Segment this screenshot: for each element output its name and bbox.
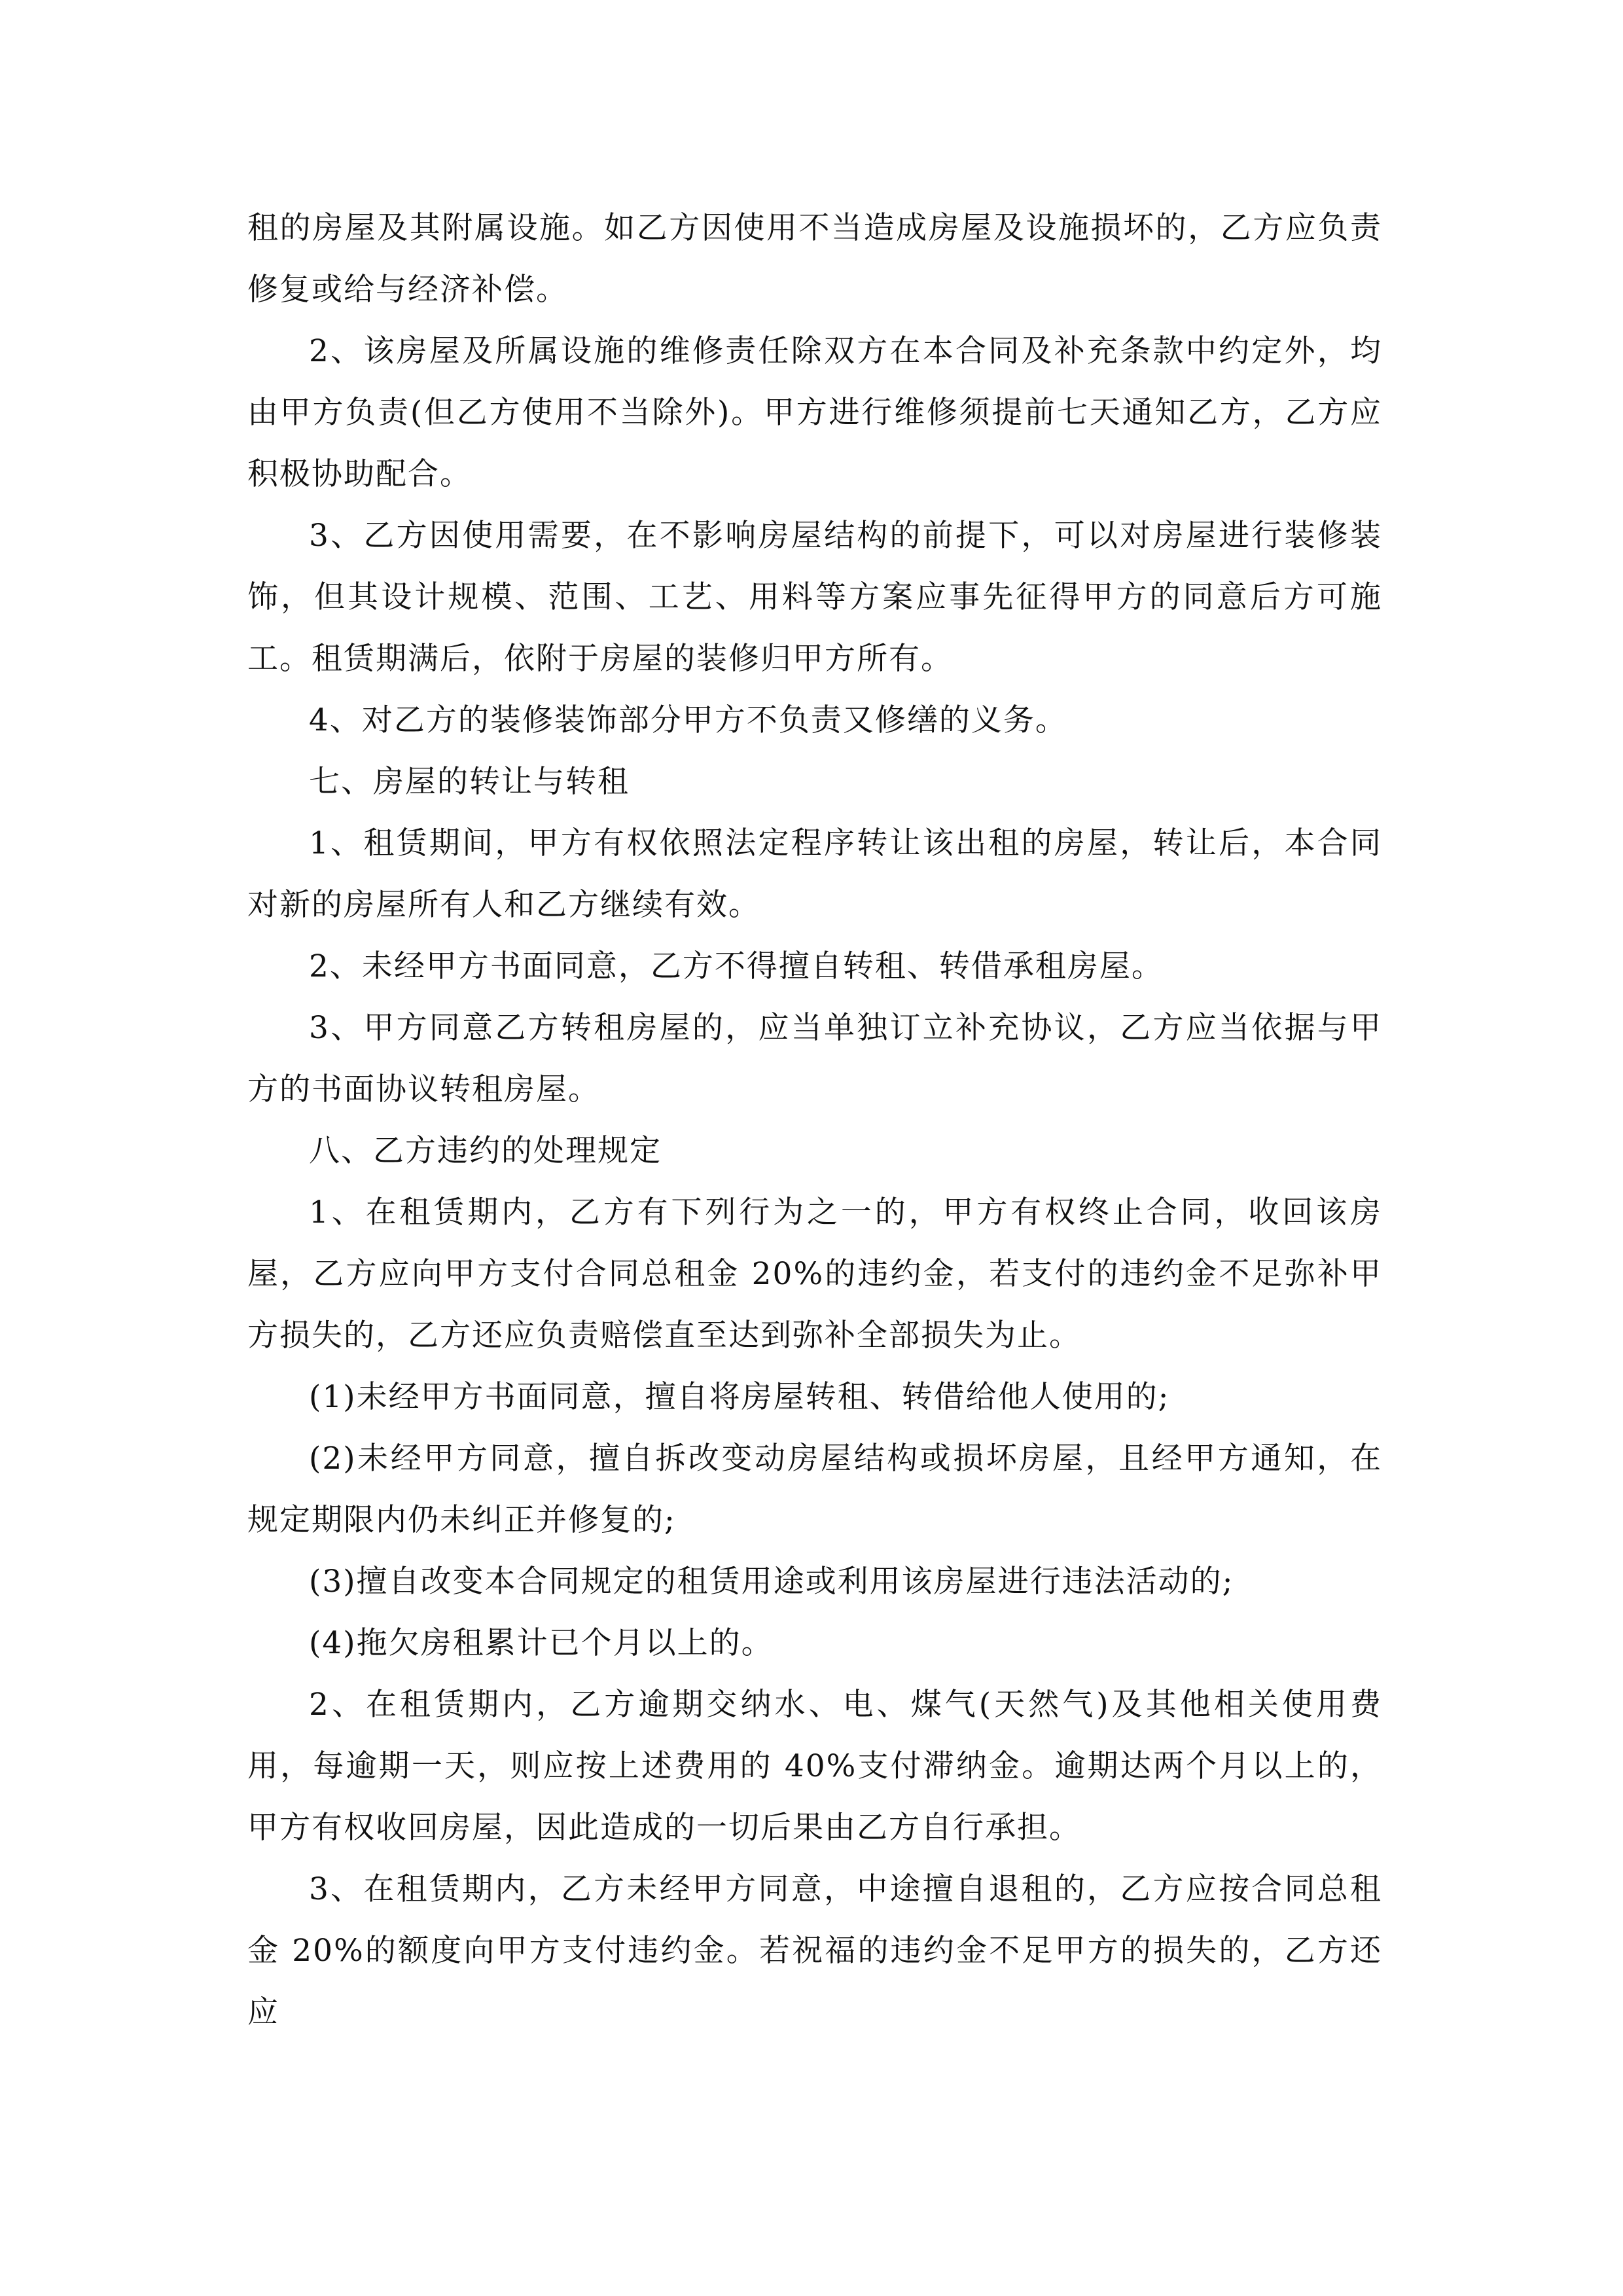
paragraph-clause-6-2: 2、该房屋及所属设施的维修责任除双方在本合同及补充条款中约定外，均由甲方负责(但乙方使用不当除外)。甲方进行维修须提前七天通知乙方，乙方应积极协助配合。	[247, 333, 1382, 492]
section-heading-8: 八、乙方违约的处理规定	[309, 1133, 662, 1169]
paragraph-clause-8-1: 1、在租赁期内，乙方有下列行为之一的，甲方有权终止合同，收回该房屋，乙方应向甲方支付合同总租金 20%的违约金，若支付的违约金不足弥补甲方损失的，乙方还应负责赔偿直至达到弥补全部损失为止。	[247, 1194, 1382, 1354]
paragraph-continuation: 租的房屋及其附属设施。如乙方因使用不当造成房屋及设施损坏的，乙方应负责修复或给与经济补偿。	[247, 210, 1382, 308]
section-heading-7: 七、房屋的转让与转租	[309, 764, 630, 800]
paragraph-clause-7-1: 1、租赁期间，甲方有权依照法定程序转让该出租的房屋，转让后，本合同对新的房屋所有人和乙方继续有效。	[247, 825, 1382, 923]
document-body	[247, 198, 1382, 2043]
paragraph-clause-6-4: 4、对乙方的装修装饰部分甲方不负责又修缮的义务。	[309, 702, 1067, 738]
paragraph-clause-8-2: 2、在租赁期内，乙方逾期交纳水、电、煤气(天然气)及其他相关使用费用，每逾期一天，则应按上述费用的 40%支付滞纳金。逾期达两个月以上的，甲方有权收回房屋，因此造成的一切后果由乙方自行承担。	[247, 1687, 1382, 1846]
paragraph-item-1: (1)未经甲方书面同意，擅自将房屋转租、转借给他人使用的;	[309, 1379, 1170, 1415]
paragraph-clause-8-3: 3、在租赁期内，乙方未经甲方同意，中途擅自退租的，乙方应按合同总租金 20%的额度向甲方支付违约金。若祝福的违约金不足甲方的损失的，乙方还应	[247, 1871, 1382, 2030]
paragraph-clause-7-3: 3、甲方同意乙方转租房屋的，应当单独订立补充协议，乙方应当依据与甲方的书面协议转租房屋。	[247, 1010, 1382, 1107]
paragraph-clause-7-2: 2、未经甲方书面同意，乙方不得擅自转租、转借承租房屋。	[309, 948, 1164, 984]
paragraph-item-2: (2)未经甲方同意，擅自拆改变动房屋结构或损坏房屋，且经甲方通知，在规定期限内仍未纠正并修复的;	[247, 1441, 1382, 1538]
paragraph-item-4: (4)拖欠房租累计已个月以上的。	[309, 1625, 774, 1661]
paragraph-item-3: (3)擅自改变本合同规定的租赁用途或利用该房屋进行违法活动的;	[309, 1564, 1234, 1600]
paragraph-clause-6-3: 3、乙方因使用需要，在不影响房屋结构的前提下，可以对房屋进行装修装饰，但其设计规模、范围、工艺、用料等方案应事先征得甲方的同意后方可施工。租赁期满后，依附于房屋的装修归甲方所有。	[247, 518, 1382, 677]
